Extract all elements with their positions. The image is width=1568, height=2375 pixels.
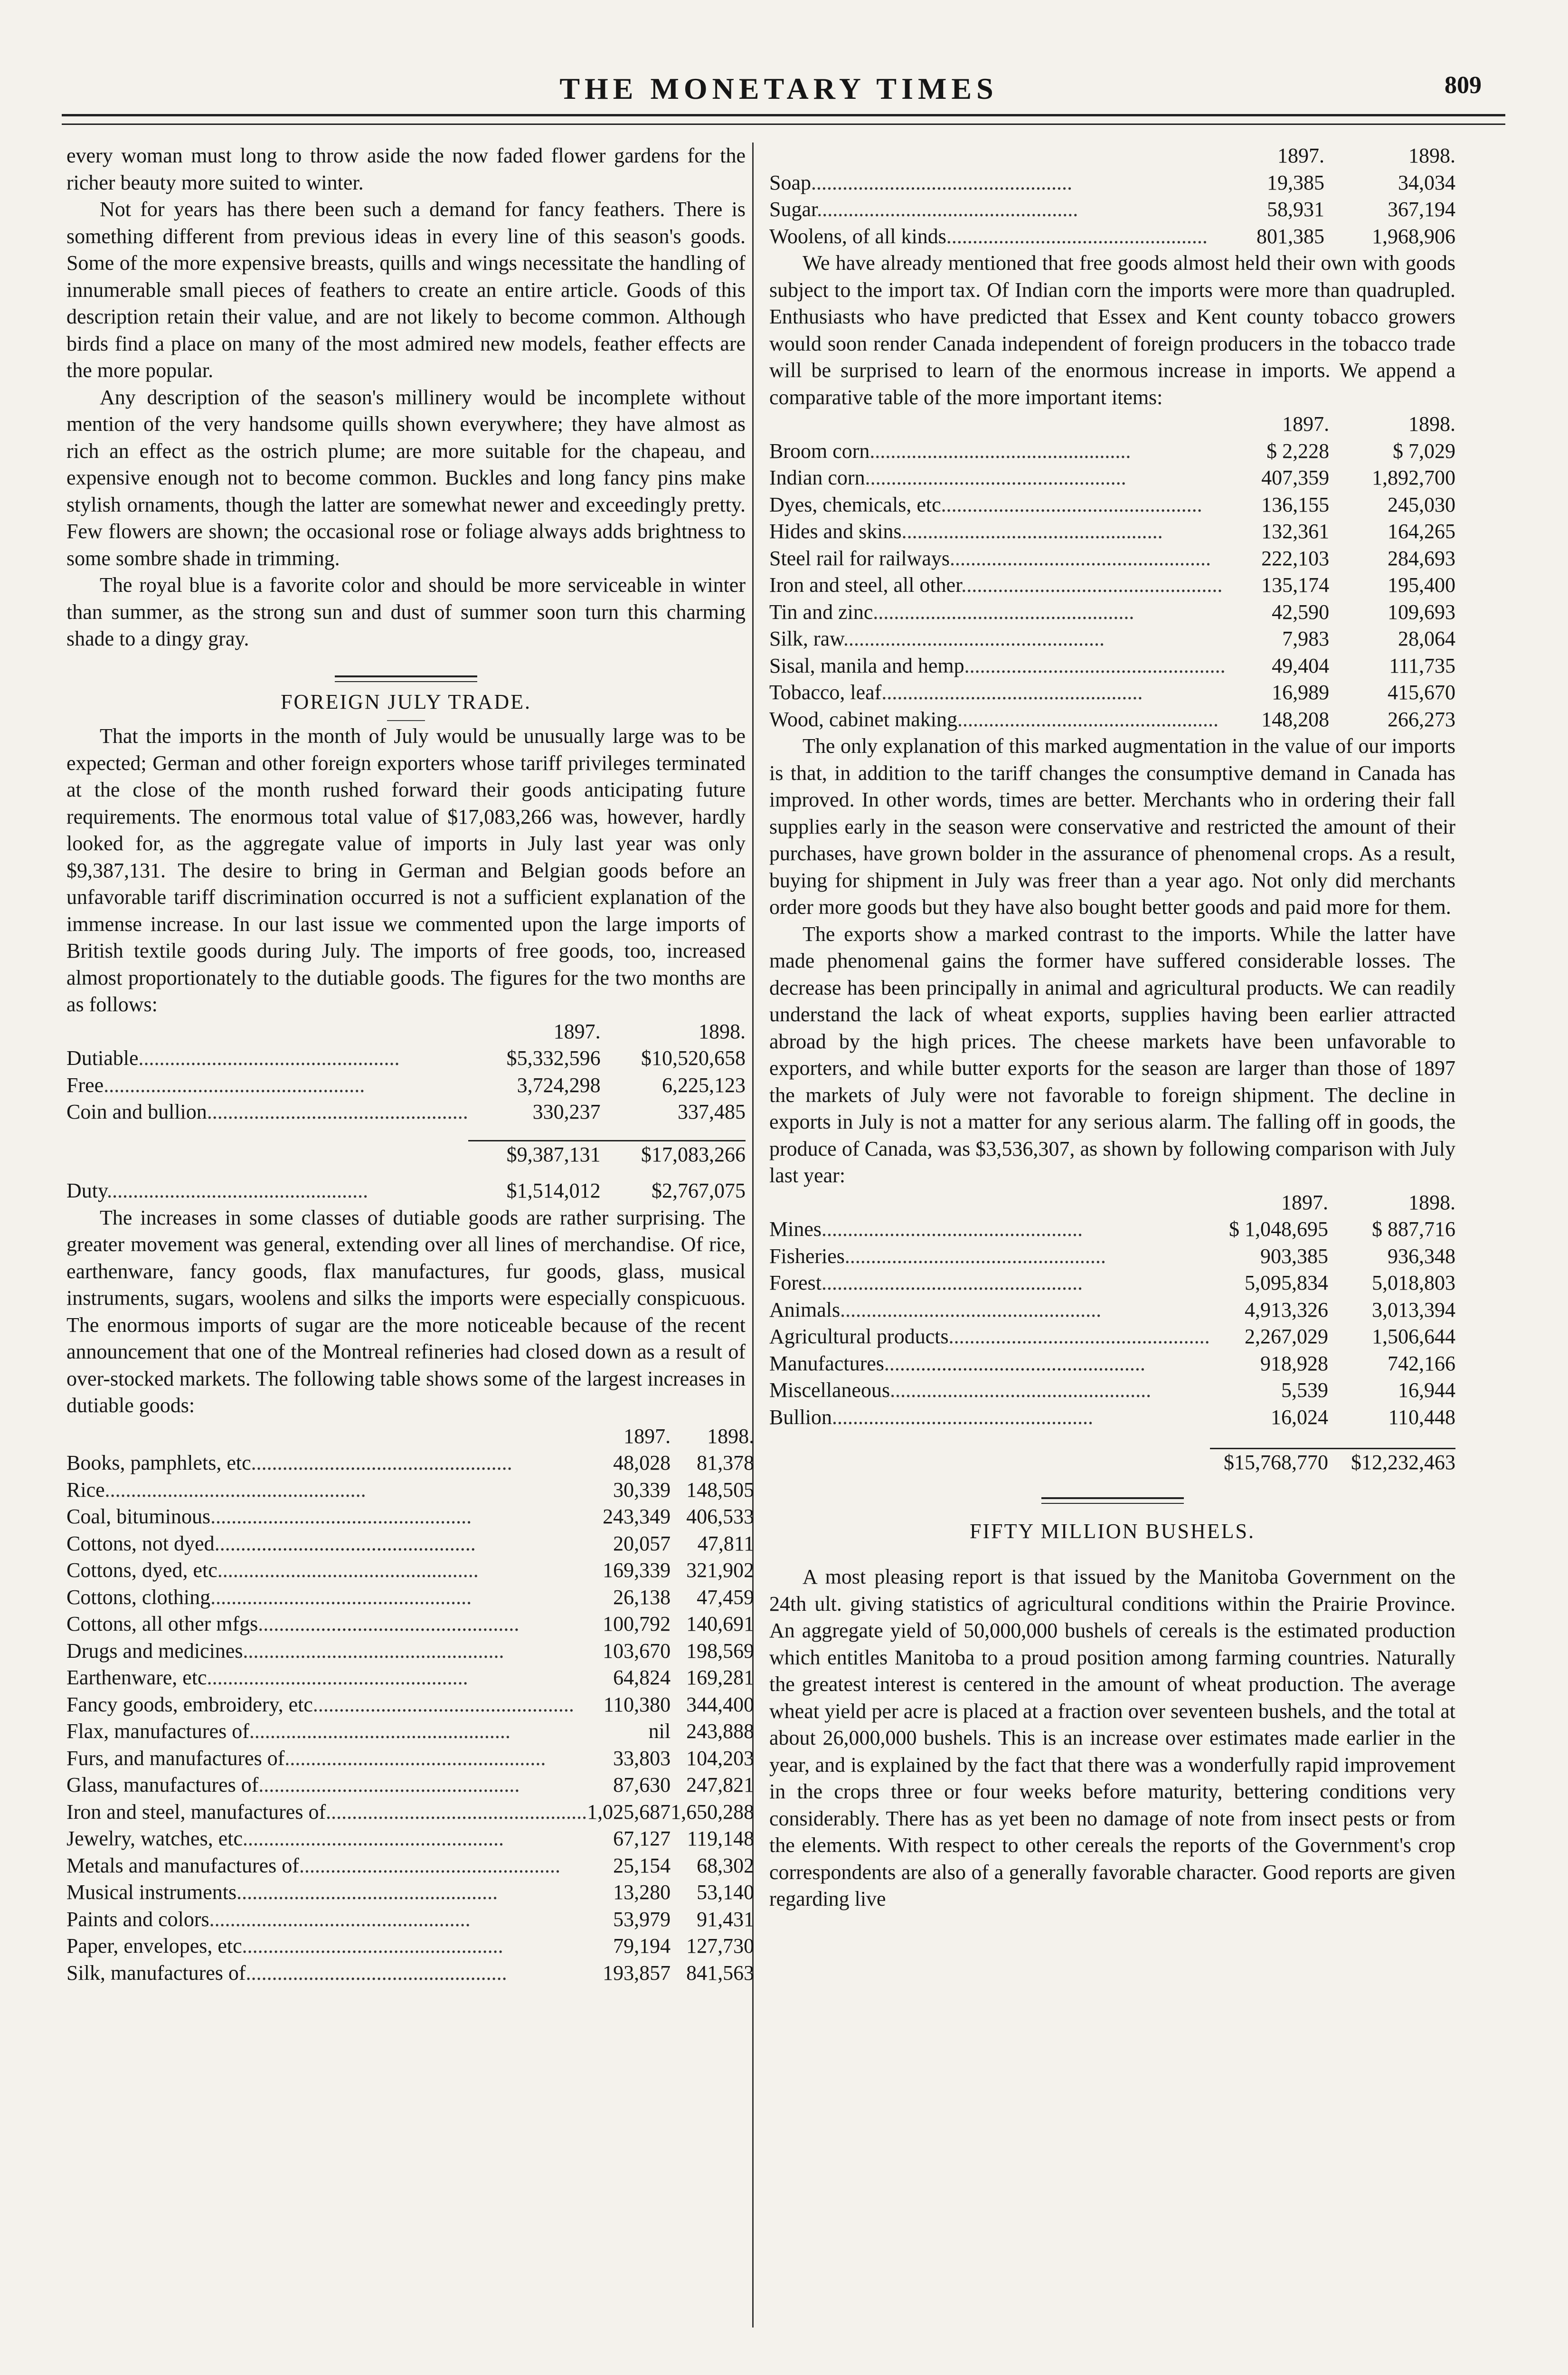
year-header: 1898.	[699, 1019, 746, 1043]
total-row	[769, 1449, 1455, 1476]
value-1898: 266,273	[1388, 707, 1455, 731]
leader-dots: ..................................................	[207, 1100, 468, 1123]
page-number: 809	[1445, 72, 1482, 99]
row-label: Steel rail for railways	[769, 546, 950, 570]
row-label: Mines	[769, 1217, 822, 1241]
leader-dots: ..................................................	[210, 1505, 472, 1528]
value-1897: 79,194	[613, 1934, 671, 1957]
value-1898: 34,034	[1398, 171, 1455, 194]
leader-dots: ..................................................	[832, 1405, 1094, 1429]
total-1898: $17,083,266	[601, 1140, 746, 1168]
value-1898: 742,166	[1388, 1351, 1455, 1375]
leader-dots: ..................................................	[822, 1217, 1083, 1241]
table-row	[66, 1045, 746, 1072]
imports-summary-table	[66, 1018, 746, 1205]
value-1898: 104,203	[686, 1746, 755, 1770]
value-1897: $1,514,012	[506, 1179, 601, 1202]
table-row	[66, 1530, 754, 1558]
leader-dots: ..................................................	[258, 1612, 520, 1635]
row-label: Musical instruments	[66, 1881, 237, 1904]
value-1898: 198,569	[686, 1639, 755, 1662]
row-label: Agricultural products	[769, 1325, 949, 1348]
value-1898: 47,459	[697, 1585, 755, 1609]
row-label: Soap	[769, 171, 811, 194]
row-label: Iron and steel, all other	[769, 573, 962, 597]
value-1898: 47,811	[697, 1531, 755, 1555]
value-1898: 247,821	[686, 1773, 755, 1796]
value-1897: 110,380	[603, 1692, 671, 1716]
value-1898: 936,348	[1388, 1244, 1455, 1268]
table-row	[66, 1745, 754, 1772]
value-1897: 3,724,298	[517, 1073, 601, 1097]
value-1898: 109,693	[1388, 600, 1455, 624]
total-1897: $9,387,131	[468, 1140, 601, 1168]
dutiable-increases-table	[66, 1423, 754, 1987]
leader-dots: ..................................................	[242, 1827, 504, 1850]
value-1898: 415,670	[1388, 681, 1455, 704]
value-1897: $ 2,228	[1266, 439, 1330, 463]
leader-dots: ..................................................	[941, 493, 1202, 516]
value-1897: 20,057	[613, 1531, 671, 1555]
table-row	[66, 1099, 746, 1126]
value-1897: 4,913,326	[1245, 1298, 1329, 1321]
leader-dots: ..................................................	[326, 1800, 587, 1824]
paragraph: The increases in some classes of dutiable goods are rather surprising. The greater movement was general, extending over all lines of merchandise. Of rice, earthenware, fancy goods, flax manufactures, fur goods, glass, musical instruments, sugars, woolens and silks the imports were especially conspicuous. The enormous imports of sugar are the more noticeable because of the recent announcement that one of the Montreal refineries had closed down as a result of over-stocked markets. The following table shows some of the largest increases in dutiable goods:	[66, 1206, 746, 1417]
table-row	[66, 1960, 754, 1987]
value-1897: 7,983	[1282, 627, 1330, 650]
value-1897: 5,539	[1281, 1378, 1329, 1402]
title-underline	[387, 720, 425, 721]
row-label: Fancy goods, embroidery, etc	[66, 1692, 313, 1716]
table-row	[66, 1584, 754, 1611]
table-row	[66, 1664, 754, 1691]
value-1898: 1,892,700	[1372, 466, 1455, 489]
row-label: Cottons, dyed, etc	[66, 1558, 217, 1582]
leader-dots: ..................................................	[258, 1773, 520, 1796]
row-label: Indian corn	[769, 466, 865, 489]
section-rule	[1041, 1503, 1184, 1504]
paragraph: The exports show a marked contrast to the imports. While the latter have made phenomenal gains the former have suffered considerable losses. The decrease has been principally in animal and agricultural products. We can readily understand the lack of wheat exports, supplies having been earlier attracted abroad by the high prices. The cheese markets have been unfavorable to exporters, and while butter exports for the season are larger than those of 1897 the markets of July were not favorable to foreign shipment. The decline in exports in July is not a matter for any serious alarm. The falling off in goods, the produce of Canada, was $3,536,307, as shown by following comparison with July last year:	[769, 922, 1455, 1187]
row-label: Sisal, manila and hemp	[769, 654, 964, 677]
row-label: Animals	[769, 1298, 841, 1321]
value-1897: 26,138	[613, 1585, 671, 1609]
paragraph: We have already mentioned that free goods almost held their own with goods subject to the import tax. Of Indian corn the imports were more than quadrupled. Enthusiasts who have predicted that Essex and Kent county tobacco growers would soon render Canada independent of foreign producers in the tobacco trade will be surprised to learn of the enormous increase in imports. We append a comparative table of the more important items:	[769, 251, 1455, 409]
leader-dots: ..................................................	[104, 1073, 365, 1097]
value-1897: 42,590	[1272, 600, 1330, 624]
value-1897: nil	[648, 1720, 671, 1743]
value-1898: $ 7,029	[1393, 439, 1455, 463]
value-1898: $ 887,716	[1372, 1217, 1455, 1241]
value-1897: 136,155	[1261, 493, 1330, 516]
table-row	[769, 170, 1455, 197]
value-1898: 243,888	[686, 1720, 755, 1743]
value-1897: 2,267,029	[1245, 1325, 1329, 1348]
year-header: 1897.	[553, 1019, 601, 1043]
value-1898: $2,767,075	[652, 1179, 746, 1202]
table-row	[66, 1072, 746, 1099]
row-label: Fisheries	[769, 1244, 845, 1268]
value-1898: 110,448	[1388, 1405, 1455, 1429]
leader-dots: ..................................................	[961, 573, 1223, 597]
leader-dots: ..................................................	[901, 520, 1163, 543]
header-rule-thin	[62, 124, 1505, 125]
value-1897: 903,385	[1260, 1244, 1329, 1268]
leader-dots: ..................................................	[217, 1558, 479, 1582]
leader-dots: ..................................................	[890, 1378, 1152, 1402]
value-1898: 321,902	[686, 1558, 755, 1582]
table-row	[769, 1270, 1455, 1297]
row-label: Rice	[66, 1478, 105, 1501]
table-row	[66, 1557, 754, 1584]
value-1897: 801,385	[1256, 224, 1325, 248]
leader-dots: ..................................................	[249, 1720, 510, 1743]
leader-dots: ..................................................	[284, 1746, 546, 1770]
leader-dots: ..................................................	[948, 1325, 1210, 1348]
value-1897: 918,928	[1260, 1351, 1329, 1375]
leader-dots: ..................................................	[873, 600, 1134, 624]
row-label: Jewelry, watches, etc	[66, 1827, 243, 1850]
value-1897: 58,931	[1267, 198, 1325, 221]
value-1898: 406,533	[686, 1505, 755, 1528]
row-label: Cottons, clothing	[66, 1585, 211, 1609]
row-label: Dutiable	[66, 1046, 139, 1070]
value-1898: 111,735	[1389, 654, 1455, 677]
publication-title: THE MONETARY TIMES	[559, 72, 998, 105]
leader-dots: ..................................................	[865, 466, 1126, 489]
value-1898: 119,148	[687, 1827, 755, 1850]
leader-dots: ..................................................	[843, 627, 1105, 650]
value-1898: 28,064	[1398, 627, 1455, 650]
row-label: Dyes, chemicals, etc	[769, 493, 941, 516]
value-1898: 284,693	[1388, 546, 1455, 570]
leader-dots: ..................................................	[299, 1853, 560, 1877]
value-1898: 169,281	[686, 1666, 755, 1689]
year-header: 1898.	[707, 1424, 755, 1448]
table-row	[769, 1297, 1455, 1324]
value-1898: 16,944	[1398, 1378, 1455, 1402]
table-row	[769, 1323, 1455, 1350]
table-row	[66, 1906, 754, 1933]
row-label: Tin and zinc	[769, 600, 873, 624]
value-1897: 148,208	[1261, 707, 1330, 731]
value-1898: $10,520,658	[641, 1046, 746, 1070]
value-1897: 49,404	[1272, 654, 1330, 677]
table-row	[769, 492, 1455, 519]
value-1897: 330,237	[532, 1100, 601, 1123]
row-label: Sugar	[769, 198, 817, 221]
table-row	[769, 626, 1455, 653]
value-1898: 81,378	[697, 1451, 755, 1474]
row-label: Coal, bituminous	[66, 1505, 211, 1528]
row-label: Metals and manufactures of	[66, 1853, 299, 1877]
leader-dots: ..................................................	[957, 707, 1219, 731]
value-1897: 30,339	[613, 1478, 671, 1501]
value-1897: 5,095,834	[1245, 1271, 1329, 1294]
value-1898: 53,140	[697, 1881, 755, 1904]
total-row	[66, 1140, 746, 1168]
table-row	[769, 196, 1455, 223]
value-1898: 1,968,906	[1372, 224, 1455, 248]
row-label: Furs, and manufactures of	[66, 1746, 285, 1770]
row-label: Free	[66, 1073, 104, 1097]
leader-dots: ..................................................	[817, 198, 1078, 221]
table-row	[769, 438, 1455, 465]
leader-dots: ..................................................	[312, 1692, 574, 1716]
value-1897: 1,025,687	[587, 1800, 671, 1824]
paragraph: The only explanation of this marked augmentation in the value of our imports is that, in addition to the tariff changes the consumptive demand in Canada has improved. In other words, times are better. Merchants who in ordering their fall supplies early in the season were conservative and restricted the amount of their purchases, have grown bolder in the assurance of phenomenal crops. As a result, buying for shipment in July was freer than a year ago. Not only did merchants order more goods but they have also bought better goods and paid more for them.	[769, 734, 1455, 919]
header-rule-thick	[62, 114, 1505, 116]
table-row	[66, 1879, 754, 1906]
row-label: Paper, envelopes, etc	[66, 1934, 242, 1957]
leader-dots: ..................................................	[869, 439, 1131, 463]
table-row	[769, 1243, 1455, 1270]
paragraph: Not for years has there been such a demand for fancy feathers. There is something different from previous ideas in every line of this season's goods. Some of the more expensive breasts, quills and wings necessitate the handling of innumerable small pieces of feathers to create an entire article. Goods of this description retain their value, and are not likely to become common. Although birds find a place on many of the most admired new models, feather effects are the more popular.	[66, 198, 746, 382]
year-header: 1898.	[1408, 144, 1455, 167]
leader-dots: ..................................................	[840, 1298, 1102, 1321]
table-row	[769, 653, 1455, 680]
leader-dots: ..................................................	[214, 1531, 476, 1555]
year-header: 1897.	[1277, 144, 1325, 167]
leader-dots: ..................................................	[881, 681, 1143, 704]
row-label: Cottons, all other mfgs	[66, 1612, 258, 1635]
value-1898: 344,400	[686, 1692, 755, 1716]
section-rule	[335, 681, 477, 682]
table-row	[66, 1852, 754, 1880]
row-label: Drugs and medicines	[66, 1639, 243, 1662]
value-1898: 127,730	[686, 1934, 755, 1957]
leader-dots: ..................................................	[104, 1478, 366, 1501]
value-1898: 1,650,288	[671, 1800, 755, 1824]
leader-dots: ..................................................	[210, 1585, 472, 1609]
leader-dots: ..................................................	[822, 1271, 1083, 1294]
value-1897: 193,857	[603, 1961, 671, 1985]
table-row	[769, 545, 1455, 572]
leader-dots: ..................................................	[209, 1907, 471, 1931]
value-1897: 222,103	[1261, 546, 1330, 570]
value-1897: 13,280	[613, 1881, 671, 1904]
row-label: Forest	[769, 1271, 822, 1294]
value-1898: 1,506,644	[1372, 1325, 1455, 1348]
total-1898: $12,232,463	[1328, 1449, 1455, 1476]
table-row	[66, 1450, 754, 1477]
duty-row	[66, 1178, 746, 1205]
value-1898: 195,400	[1388, 573, 1455, 597]
leader-dots: ..................................................	[236, 1881, 498, 1904]
row-label: Tobacco, leaf	[769, 681, 882, 704]
table-row	[769, 679, 1455, 706]
row-label: Hides and skins	[769, 520, 902, 543]
table-row	[769, 1404, 1455, 1431]
row-label: Broom corn	[769, 439, 870, 463]
free-goods-table	[769, 411, 1455, 733]
row-label: Duty	[66, 1179, 107, 1202]
leader-dots: ..................................................	[946, 224, 1208, 248]
value-1897: 25,154	[613, 1853, 671, 1877]
table-row	[769, 1216, 1455, 1243]
right-column	[769, 142, 1455, 1913]
value-1898: 164,265	[1388, 520, 1455, 543]
row-label: Silk, manufactures of	[66, 1961, 246, 1985]
table-row	[66, 1825, 754, 1852]
leader-dots: ..................................................	[243, 1639, 504, 1662]
value-1897: 243,349	[603, 1505, 671, 1528]
leader-dots: ..................................................	[811, 171, 1072, 194]
column-divider	[752, 142, 754, 2328]
year-header: 1898.	[1408, 412, 1455, 436]
table-row	[769, 1350, 1455, 1378]
paragraph: The royal blue is a favorite color and should be more serviceable in winter than summer, as the strong sun and dust of summer soon turn this charming shade to a dingy gray.	[66, 573, 746, 650]
value-1897: 100,792	[603, 1612, 671, 1635]
row-label: Cottons, not dyed	[66, 1531, 215, 1555]
table-row	[66, 1477, 754, 1504]
paragraph: every woman must long to throw aside the now faded flower gardens for the richer beauty more suited to winter.	[66, 144, 746, 194]
value-1897: 103,670	[603, 1639, 671, 1662]
year-header: 1897.	[1282, 412, 1330, 436]
year-header: 1898.	[1408, 1190, 1455, 1214]
value-1897: 16,989	[1272, 681, 1330, 704]
row-label: Coin and bullion	[66, 1100, 207, 1123]
row-label: Silk, raw	[769, 627, 844, 650]
table-row	[769, 518, 1455, 545]
value-1898: 245,030	[1388, 493, 1455, 516]
value-1897: 48,028	[613, 1451, 671, 1474]
table-row	[769, 1377, 1455, 1404]
leader-dots: ..................................................	[964, 654, 1226, 677]
table-row	[66, 1933, 754, 1960]
total-1897: $15,768,770	[1210, 1449, 1328, 1476]
masthead	[66, 71, 1491, 109]
row-label: Woolens, of all kinds	[769, 224, 946, 248]
year-header: 1897.	[623, 1424, 671, 1448]
row-label: Paints and colors	[66, 1907, 209, 1931]
section-title: FOREIGN JULY TRADE.	[280, 690, 532, 713]
value-1897: 135,174	[1261, 573, 1330, 597]
left-column	[66, 142, 755, 1986]
table-row	[66, 1638, 754, 1665]
value-1898: 841,563	[686, 1961, 755, 1985]
value-1898: 3,013,394	[1372, 1298, 1455, 1321]
table-row	[66, 1799, 754, 1826]
value-1898: 148,505	[686, 1478, 755, 1501]
value-1897: 19,385	[1267, 171, 1325, 194]
exports-table	[769, 1189, 1455, 1476]
year-header: 1897.	[1281, 1190, 1329, 1214]
table-row	[769, 572, 1455, 599]
table-row	[66, 1611, 754, 1638]
table-row	[769, 599, 1455, 626]
value-1897: 53,979	[613, 1907, 671, 1931]
row-label: Glass, manufactures of	[66, 1773, 259, 1796]
table-row	[769, 706, 1455, 733]
value-1898: 5,018,803	[1372, 1271, 1455, 1294]
leader-dots: ..................................................	[242, 1934, 503, 1957]
value-1897: 87,630	[613, 1773, 671, 1796]
table-row	[769, 223, 1455, 250]
leader-dots: ..................................................	[251, 1451, 512, 1474]
value-1898: 91,431	[697, 1907, 755, 1931]
imports-continued-table	[769, 142, 1455, 250]
value-1897: 33,803	[613, 1746, 671, 1770]
value-1897: 169,339	[603, 1558, 671, 1582]
row-label: Miscellaneous	[769, 1378, 890, 1402]
value-1897: $ 1,048,695	[1229, 1217, 1329, 1241]
value-1897: 67,127	[613, 1827, 671, 1850]
leader-dots: ..................................................	[884, 1351, 1145, 1375]
leader-dots: ..................................................	[844, 1244, 1106, 1268]
section-title: FIFTY MILLION BUSHELS.	[970, 1519, 1255, 1543]
leader-dots: ..................................................	[949, 546, 1211, 570]
paragraph: That the imports in the month of July would be unusually large was to be expected; German and other foreign exporters whose tariff privileges terminated at the close of the month rushed forward their goods anticipating future requirements. The enormous total value of $17,083,266 was, however, hardly looked for, as the aggregate value of imports in July last year was only $9,387,131. The desire to bring in German and Belgian goods before an unfavorable tariff discrimination occurred is not a sufficient explanation of the immense increase. In our last issue we commented upon the large imports of British textile goods during July. The imports of free goods, too, increased almost proportionately to the dutiable goods. The figures for the two months are as follows:	[66, 724, 746, 1016]
row-label: Flax, manufactures of	[66, 1720, 249, 1743]
value-1898: 68,302	[697, 1853, 755, 1877]
value-1898: 6,225,123	[662, 1073, 746, 1097]
leader-dots: ..................................................	[107, 1179, 368, 1202]
value-1898: 140,691	[686, 1612, 755, 1635]
value-1898: 367,194	[1388, 198, 1455, 221]
value-1897: 407,359	[1261, 466, 1330, 489]
value-1897: 64,824	[613, 1666, 671, 1689]
table-row	[66, 1718, 754, 1745]
value-1897: 16,024	[1271, 1405, 1329, 1429]
value-1898: 337,485	[678, 1100, 746, 1123]
paragraph: A most pleasing report is that issued by the Manitoba Government on the 24th ult. giving statistics of agricultural conditions within the Prairie Province. An aggregate yield of 50,000,000 bushels of cereals is the estimated production which entitles Manitoba to a proud position among farming countries. Naturally the greatest interest is centered in the amount of wheat production. The average wheat yield per acre is placed at a fraction over seventeen bushels, and the total at about 26,000,000 bushels. This is an increase over estimates made earlier in the year, and is explained by the fact that there was a wonderfully rapid improvement in the crops three or four weeks before maturity, bettering conditions very considerably. There has as yet been no damage of note from insect pests or from the elements. With respect to other cereals the reports of the Government's crop correspondents are also of a generally favorable character. Good reports are given regarding live	[769, 1565, 1455, 1910]
leader-dots: ..................................................	[246, 1961, 507, 1985]
row-label: Bullion	[769, 1405, 832, 1429]
row-label: Manufactures	[769, 1351, 884, 1375]
value-1897: $5,332,596	[506, 1046, 601, 1070]
table-row	[66, 1772, 754, 1799]
row-label: Earthenware, etc	[66, 1666, 207, 1689]
row-label: Books, pamphlets, etc	[66, 1451, 251, 1474]
table-row	[66, 1503, 754, 1530]
row-label: Wood, cabinet making	[769, 707, 958, 731]
table-row	[769, 465, 1455, 492]
leader-dots: ..................................................	[138, 1046, 400, 1070]
row-label: Iron and steel, manufactures of	[66, 1800, 326, 1824]
leader-dots: ..................................................	[207, 1666, 468, 1689]
value-1897: 132,361	[1261, 520, 1330, 543]
table-row	[66, 1691, 754, 1719]
paragraph: Any description of the season's millinery would be incomplete without mention of the very handsome quills shown everywhere; they have almost as rich an effect as the ostrich plume; are more suitable for the chapeau, and expensive enough not to become common. Buckles and long fancy pins make stylish ornaments, though the latter are somewhat newer and exceedingly pretty. Few flowers are shown; the occasional rose or foliage always adds brightness to some sombre shade in trimming.	[66, 385, 746, 570]
